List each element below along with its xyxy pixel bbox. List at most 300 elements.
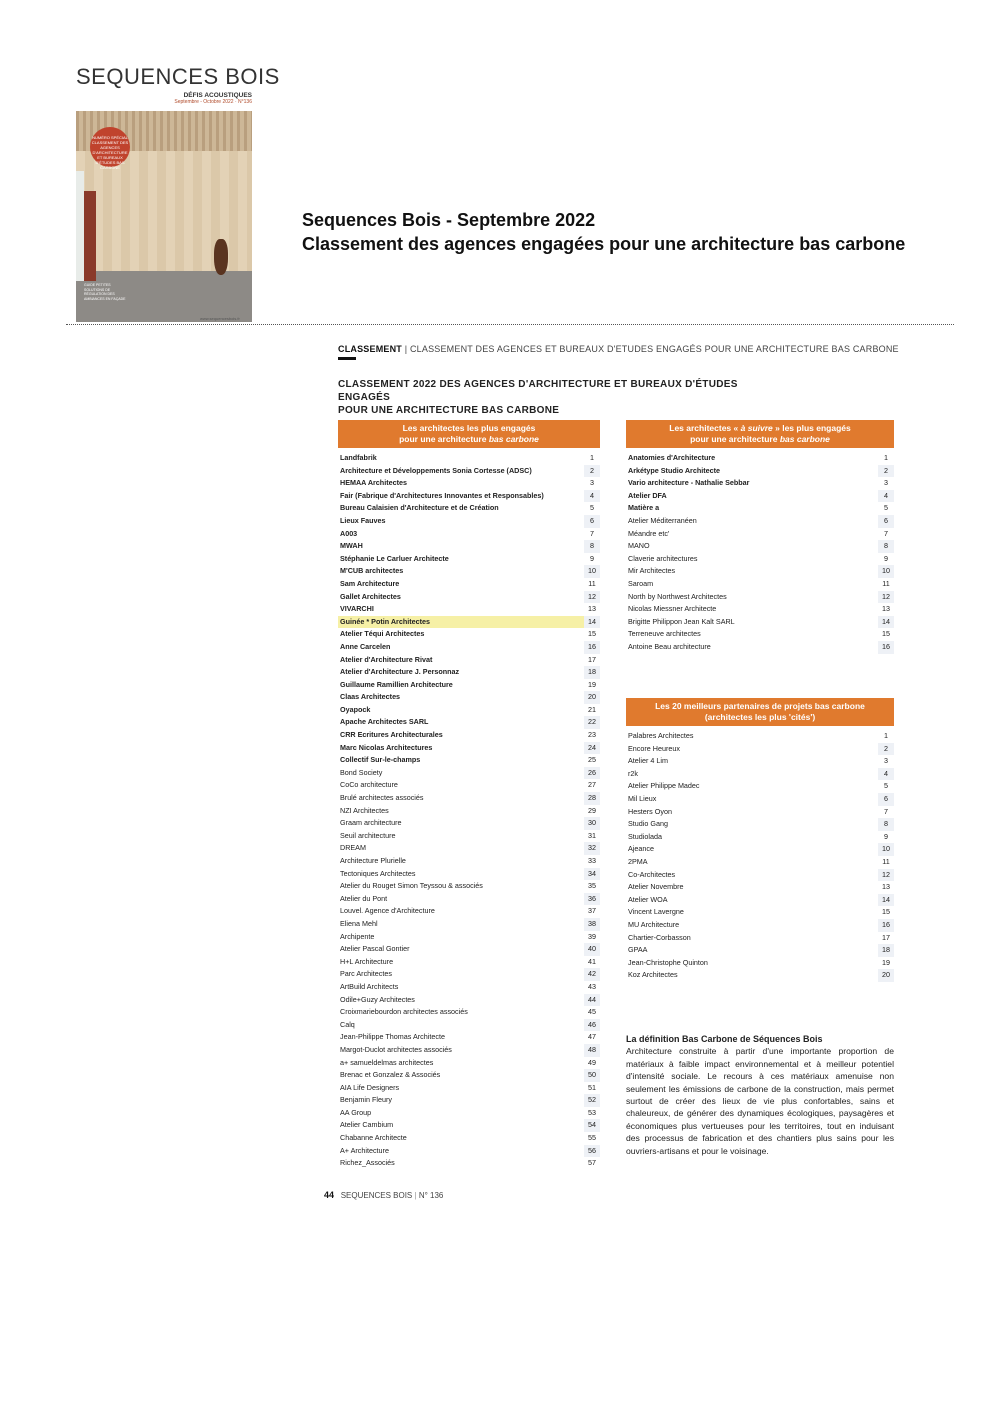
agency-rank: 37	[588, 906, 596, 916]
agency-rank: 13	[882, 882, 890, 892]
list-item	[338, 553, 600, 566]
agency-rank: 10	[878, 565, 894, 578]
agency-name: AA Group	[340, 1107, 372, 1117]
agency-rank: 2	[878, 743, 894, 756]
list-item	[626, 906, 894, 919]
agency-rank: 3	[590, 478, 594, 488]
list-item	[626, 628, 894, 641]
agency-name: Marc Nicolas Architectures	[340, 742, 433, 752]
agency-name: Jean-Philippe Thomas Architecte	[340, 1032, 445, 1042]
agency-rank: 29	[588, 805, 596, 815]
list-item	[626, 553, 894, 566]
list-item	[338, 490, 600, 503]
agency-name: Eliena Mehl	[340, 918, 378, 928]
list-item	[338, 628, 600, 641]
list-item	[338, 1019, 600, 1032]
list-item	[338, 691, 600, 704]
agency-rank: 54	[584, 1119, 600, 1132]
agency-name: GPAA	[628, 945, 648, 955]
agency-rank: 10	[584, 565, 600, 578]
agency-name: Apache Architectes SARL	[340, 717, 429, 727]
list-item	[338, 994, 600, 1007]
dotted-divider	[66, 324, 954, 325]
agency-name: Studiolada	[628, 831, 662, 841]
page-header	[302, 208, 905, 256]
list-item	[338, 868, 600, 881]
agency-rank: 14	[878, 894, 894, 907]
list-item	[626, 565, 894, 578]
agency-name: a+ samueldelmas architectes	[340, 1057, 434, 1067]
agency-rank: 42	[584, 968, 600, 981]
agency-rank: 35	[588, 881, 596, 891]
list-item	[338, 616, 600, 629]
agency-rank: 2	[878, 465, 894, 478]
breadcrumb: CLASSEMENT | CLASSEMENT DES AGENCES ET BUREAUX D'ETUDES ENGAGÉS POUR UNE ARCHITECTURE BAS CARBONE	[338, 344, 899, 354]
cover-issue: Septembre - Octobre 2022 · N°136	[174, 99, 252, 105]
ranking-list	[338, 452, 600, 1170]
crumb-text: CLASSEMENT DES AGENCES ET BUREAUX D'ETUDES ENGAGÉS POUR UNE ARCHITECTURE BAS CARBONE	[409, 344, 899, 354]
agency-rank: 1	[884, 731, 888, 740]
agency-name: Anne Carcelen	[340, 641, 391, 651]
agency-name: Atelier Cambium	[340, 1120, 394, 1130]
agency-rank: 12	[878, 591, 894, 604]
list-item	[338, 603, 600, 616]
agency-name: Collectif Sur-le-champs	[340, 755, 421, 765]
list-item	[338, 666, 600, 679]
agency-name: Landfabrik	[340, 453, 377, 462]
agency-name: Encore Heureux	[628, 743, 680, 753]
agency-name: Mir Architectes	[628, 566, 676, 576]
agency-name: Méandre etc'	[628, 528, 670, 538]
list-item	[338, 1069, 600, 1082]
agency-name: Archipente	[340, 931, 375, 941]
list-item	[338, 540, 600, 553]
list-item	[338, 578, 600, 591]
agency-name: Atelier d'Architecture J. Personnaz	[340, 667, 460, 677]
agency-rank: 11	[588, 578, 596, 588]
agency-rank: 18	[584, 666, 600, 679]
agency-name: Seuil architecture	[340, 830, 396, 840]
agency-name: AIA Life Designers	[340, 1082, 400, 1092]
agency-rank: 9	[884, 553, 888, 563]
agency-rank: 50	[584, 1069, 600, 1082]
list-item	[338, 767, 600, 780]
list-item	[338, 943, 600, 956]
agency-name: Stéphanie Le Carluer Architecte	[340, 553, 449, 563]
agency-name: Fair (Fabrique d'Architectures Innovantes et Responsables)	[340, 490, 544, 500]
agency-rank: 6	[584, 515, 600, 528]
list-item	[626, 515, 894, 528]
agency-name: Vario architecture - Nathalie Sebbar	[628, 478, 750, 488]
agency-name: 2PMA	[628, 856, 648, 866]
agency-name: HEMAA Architectes	[340, 478, 407, 488]
list-item	[626, 616, 894, 629]
list-item	[338, 1044, 600, 1057]
list-item	[338, 1132, 600, 1145]
agency-name: Gallet Architectes	[340, 591, 401, 601]
list-item	[338, 742, 600, 755]
agency-name: Atelier du Rouget Simon Teyssou & associés	[340, 881, 483, 891]
list-item	[626, 578, 894, 591]
list-item	[626, 806, 894, 819]
list-header-line-2: pour une architecture bas carbone	[690, 434, 830, 444]
list-header	[626, 698, 894, 726]
agency-rank: 27	[588, 780, 596, 790]
page-number: 44	[324, 1190, 335, 1200]
agency-rank: 55	[588, 1133, 596, 1143]
agency-name: Sam Architecture	[340, 578, 400, 588]
agency-name: Atelier DFA	[628, 490, 667, 500]
list-item	[626, 477, 894, 490]
agency-name: Croixmariebourdon architectes associés	[340, 1007, 468, 1017]
list-item	[626, 540, 894, 553]
list-item	[338, 1006, 600, 1019]
agency-rank: 30	[584, 817, 600, 830]
list-item	[626, 894, 894, 907]
agency-rank: 4	[584, 490, 600, 503]
agency-rank: 21	[588, 704, 596, 714]
agency-name: Ajeance	[628, 844, 654, 854]
definition-block	[626, 1033, 894, 1157]
agency-name: Mil Lieux	[628, 793, 657, 803]
header-line-2: Classement des agences engagées pour une architecture bas carbone	[302, 234, 906, 254]
list-item	[338, 918, 600, 931]
agency-rank: 15	[588, 629, 596, 639]
agency-name: Architecture Plurielle	[340, 856, 406, 865]
agency-rank: 41	[588, 956, 596, 966]
agency-rank: 38	[584, 918, 600, 931]
agency-rank: 31	[588, 830, 596, 840]
agency-rank: 14	[584, 616, 600, 629]
agency-name: CRR Ecritures Architecturales	[340, 730, 443, 740]
agency-name: Bureau Calaisien d'Architecture et de Création	[340, 503, 499, 513]
agency-name: Chartier-Corbasson	[628, 932, 691, 942]
list-item	[338, 1082, 600, 1095]
cover-brand: SEQUENCES BOIS	[76, 64, 280, 89]
agency-name: Anatomies d'Architecture	[628, 453, 716, 462]
agency-name: Terreneuve architectes	[628, 629, 701, 639]
agency-name: Atelier Pascal Gontier	[340, 944, 410, 954]
agency-rank: 9	[884, 831, 888, 841]
agency-rank: 15	[882, 907, 890, 917]
cover-badge: NUMÉRO SPÉCIAL CLASSEMENT DES AGENCES D'ARCHITECTURE ET BUREAUX D'ÉTUDES BAS CARBONE	[90, 127, 130, 167]
agency-rank: 17	[588, 654, 596, 664]
agency-rank: 19	[588, 679, 596, 689]
agency-name: Calq	[340, 1019, 355, 1029]
list-item	[338, 855, 600, 868]
list-item	[626, 932, 894, 945]
agency-name: North by Northwest Architectes	[628, 591, 727, 601]
agency-name: Studio Gang	[628, 819, 668, 829]
list-item	[338, 931, 600, 944]
agency-name: Bond Society	[340, 767, 383, 777]
agency-rank: 5	[884, 503, 888, 513]
agency-rank: 5	[884, 781, 888, 791]
agency-rank: 57	[588, 1158, 596, 1168]
list-header-line-1: Les architectes « à suivre » les plus engagés	[669, 423, 851, 433]
list-item	[626, 768, 894, 781]
agency-name: r2k	[628, 768, 638, 778]
agency-name: Chabanne Architecte	[340, 1133, 407, 1143]
agency-name: Lieux Fauves	[340, 515, 386, 525]
agency-rank: 9	[590, 553, 594, 563]
list-item	[626, 465, 894, 478]
agency-rank: 12	[878, 869, 894, 882]
agency-rank: 49	[588, 1057, 596, 1067]
list-item	[626, 452, 894, 465]
agency-rank: 20	[878, 969, 894, 982]
cover-subtitle: DÉFIS ACOUSTIQUES	[183, 92, 252, 99]
agency-rank: 8	[584, 540, 600, 553]
list-header-line-2: (architectes les plus 'cités')	[704, 712, 816, 722]
agency-name: Matière a	[628, 503, 660, 513]
article-title	[338, 378, 788, 417]
agency-rank: 2	[584, 465, 600, 478]
list-item	[626, 919, 894, 932]
cover-guide: GUIDE PETITES SOLUTIONS DE RÉGULATION DES AMBIANCES EN FAÇADE	[84, 283, 126, 301]
agency-name: Richez_Associés	[340, 1158, 395, 1168]
agency-name: H+L Architecture	[340, 956, 394, 966]
agency-name: Atelier Méditerranéen	[628, 515, 697, 525]
list-item	[626, 881, 894, 894]
list-item	[338, 805, 600, 818]
agency-rank: 4	[878, 768, 894, 781]
list-item	[338, 1031, 600, 1044]
crumb-section: CLASSEMENT	[338, 344, 403, 354]
agency-rank: 34	[584, 868, 600, 881]
agency-name: Atelier 4 Lim	[628, 756, 668, 766]
agency-rank: 7	[590, 528, 594, 538]
agency-rank: 13	[588, 604, 596, 614]
agency-rank: 14	[878, 616, 894, 629]
list-item	[338, 830, 600, 843]
agency-name: Claverie architectures	[628, 553, 698, 563]
list-item	[338, 1057, 600, 1070]
agency-name: Benjamin Fleury	[340, 1095, 392, 1105]
list-item	[338, 754, 600, 767]
crumb-underline	[338, 357, 356, 360]
list-item	[338, 792, 600, 805]
agency-rank: 24	[584, 742, 600, 755]
article-title-line-1: CLASSEMENT 2022 DES AGENCES D'ARCHITECTURE ET BUREAUX D'ÉTUDES ENGAGÉS	[338, 379, 738, 403]
list-item	[338, 956, 600, 969]
list-item	[338, 716, 600, 729]
agency-name: Co-Architectes	[628, 869, 676, 879]
agency-name: Brulé architectes associés	[340, 793, 424, 803]
agency-name: Atelier du Pont	[340, 893, 388, 903]
agency-name: MWAH	[340, 541, 363, 551]
agency-name: Guillaume Ramillien Architecture	[340, 679, 453, 689]
list-header-line-1: Les 20 meilleurs partenaires de projets bas carbone	[655, 701, 865, 711]
list-item	[338, 1094, 600, 1107]
agency-rank: 47	[588, 1032, 596, 1042]
agency-rank: 3	[884, 756, 888, 766]
agency-name: A003	[340, 528, 358, 538]
agency-rank: 7	[884, 528, 888, 538]
list-item	[626, 591, 894, 604]
agency-name: NZI Architectes	[340, 805, 389, 815]
agency-rank: 33	[588, 856, 596, 865]
agency-name: Parc Architectes	[340, 969, 392, 979]
agency-rank: 36	[584, 893, 600, 906]
agency-rank: 5	[590, 503, 594, 513]
list-header	[626, 420, 894, 448]
cover-url: www.sequencesbois.fr	[200, 316, 240, 321]
agency-name: Hesters Oyon	[628, 806, 672, 816]
agency-rank: 25	[588, 755, 596, 765]
ranking-list	[626, 730, 894, 982]
list-item	[338, 704, 600, 717]
agency-name: Margot-Duclot architectes associés	[340, 1044, 452, 1054]
agency-name: MANO	[628, 541, 650, 551]
agency-name: Guinée * Potin Architectes	[340, 616, 430, 626]
agency-name: ArtBuild Architects	[340, 981, 399, 991]
list-item	[338, 893, 600, 906]
list-item	[338, 842, 600, 855]
list-item	[338, 477, 600, 490]
agency-rank: 48	[584, 1044, 600, 1057]
list-item	[626, 818, 894, 831]
agency-name: Koz Architectes	[628, 970, 678, 980]
agency-name: Antoine Beau architecture	[628, 641, 711, 651]
list-item	[626, 843, 894, 856]
list-item	[338, 502, 600, 515]
list-item	[626, 856, 894, 869]
agency-rank: 1	[590, 453, 594, 462]
list-item	[338, 729, 600, 742]
list-item	[338, 452, 600, 465]
cover-photo	[76, 111, 252, 322]
agency-rank: 6	[878, 793, 894, 806]
agency-rank: 45	[588, 1007, 596, 1017]
list-item	[626, 944, 894, 957]
agency-name: Atelier Novembre	[628, 882, 684, 892]
agency-name: Vincent Lavergne	[628, 907, 684, 917]
agency-rank: 3	[884, 478, 888, 488]
agency-name: A+ Architecture	[340, 1145, 389, 1155]
agency-rank: 56	[584, 1145, 600, 1158]
agency-name: Atelier Philippe Madec	[628, 781, 700, 791]
agency-rank: 16	[878, 919, 894, 932]
list-item	[626, 743, 894, 756]
list-item	[626, 528, 894, 541]
list-item	[626, 780, 894, 793]
agency-name: Atelier WOA	[628, 894, 668, 904]
agency-name: M'CUB architectes	[340, 566, 404, 576]
agency-name: VIVARCHI	[340, 604, 374, 614]
agency-rank: 19	[882, 957, 890, 967]
list-header	[338, 420, 600, 448]
list-item	[338, 981, 600, 994]
list-item	[338, 654, 600, 667]
agency-rank: 4	[878, 490, 894, 503]
list-item	[338, 1107, 600, 1120]
agency-name: CoCo architecture	[340, 780, 398, 790]
agency-rank: 1	[884, 453, 888, 462]
list-item	[338, 591, 600, 604]
list-item	[338, 528, 600, 541]
list-item	[626, 793, 894, 806]
agency-rank: 26	[584, 767, 600, 780]
agency-name: DREAM	[340, 843, 366, 853]
list-top-partners	[626, 698, 894, 982]
agency-rank: 22	[584, 716, 600, 729]
agency-rank: 39	[588, 931, 596, 941]
article-title-line-2: POUR UNE ARCHITECTURE BAS CARBONE	[338, 405, 560, 416]
list-item	[626, 969, 894, 982]
list-item	[626, 869, 894, 882]
agency-rank: 16	[878, 641, 894, 654]
list-item	[338, 779, 600, 792]
agency-rank: 23	[588, 730, 596, 740]
list-to-follow	[626, 420, 894, 654]
list-item	[626, 490, 894, 503]
list-item	[626, 957, 894, 970]
definition-body: Architecture construite à partir d'une importante proportion de matériaux à faible impact environnemental et à meilleur potentiel d'intensité sociale. Le recours à ces matériaux amenuise non seulement les émissions de carbone de la construction, mais permet surtout de créer des lieux de vie plus confortables, sains et chaleureux, de générer des dynamiques écologiques, paysagères et économiques plus vertueuses pour les territoires, tout en induisant des processus de fabrication et des chantiers plus sains pour les ouvriers-artisans et pour le voisinage.	[626, 1046, 894, 1156]
agency-name: Architecture et Développements Sonia Cortesse (ADSC)	[340, 465, 532, 475]
list-item	[338, 679, 600, 692]
agency-name: Nicolas Miessner Architecte	[628, 604, 717, 614]
agency-rank: 13	[882, 604, 890, 614]
list-item	[626, 831, 894, 844]
list-most-engaged	[338, 420, 600, 1170]
agency-rank: 32	[584, 842, 600, 855]
definition-title: La définition Bas Carbone de Séquences Bois	[626, 1034, 823, 1044]
list-item	[626, 603, 894, 616]
list-item	[626, 502, 894, 515]
agency-name: Oyapock	[340, 704, 371, 714]
cover-subtitle-block	[76, 92, 252, 106]
agency-rank: 7	[884, 806, 888, 816]
agency-rank: 28	[584, 792, 600, 805]
list-item	[626, 730, 894, 743]
agency-rank: 6	[878, 515, 894, 528]
agency-rank: 51	[588, 1082, 596, 1092]
list-item	[626, 641, 894, 654]
list-item	[338, 1145, 600, 1158]
list-item	[626, 755, 894, 768]
agency-rank: 11	[882, 578, 890, 588]
agency-rank: 40	[584, 943, 600, 956]
agency-name: Jean-Christophe Quinton	[628, 957, 708, 967]
agency-rank: 10	[878, 843, 894, 856]
list-item	[338, 905, 600, 918]
agency-name: MU Architecture	[628, 919, 680, 929]
agency-name: Atelier d'Architecture Rivat	[340, 654, 433, 664]
list-item	[338, 880, 600, 893]
agency-rank: 8	[878, 540, 894, 553]
list-item	[338, 1157, 600, 1170]
agency-rank: 18	[878, 944, 894, 957]
agency-rank: 8	[878, 818, 894, 831]
agency-name: Brigitte Philippon Jean Kalt SARL	[628, 616, 735, 626]
list-item	[338, 968, 600, 981]
agency-name: Tectoniques Architectes	[340, 868, 416, 878]
agency-name: Palabres Architectes	[628, 731, 694, 740]
footer-magazine: SEQUENCES BOIS	[340, 1191, 413, 1200]
double-bass-icon	[214, 239, 228, 275]
agency-name: Louvel. Agence d'Architecture	[340, 906, 435, 916]
list-item	[338, 1119, 600, 1132]
agency-name: Graam architecture	[340, 818, 402, 828]
agency-rank: 44	[584, 994, 600, 1007]
agency-rank: 16	[584, 641, 600, 654]
list-item	[338, 515, 600, 528]
agency-name: Brenac et Gonzalez & Associés	[340, 1070, 441, 1080]
agency-name: Saroam	[628, 578, 654, 588]
list-item	[338, 817, 600, 830]
agency-rank: 43	[588, 981, 596, 991]
